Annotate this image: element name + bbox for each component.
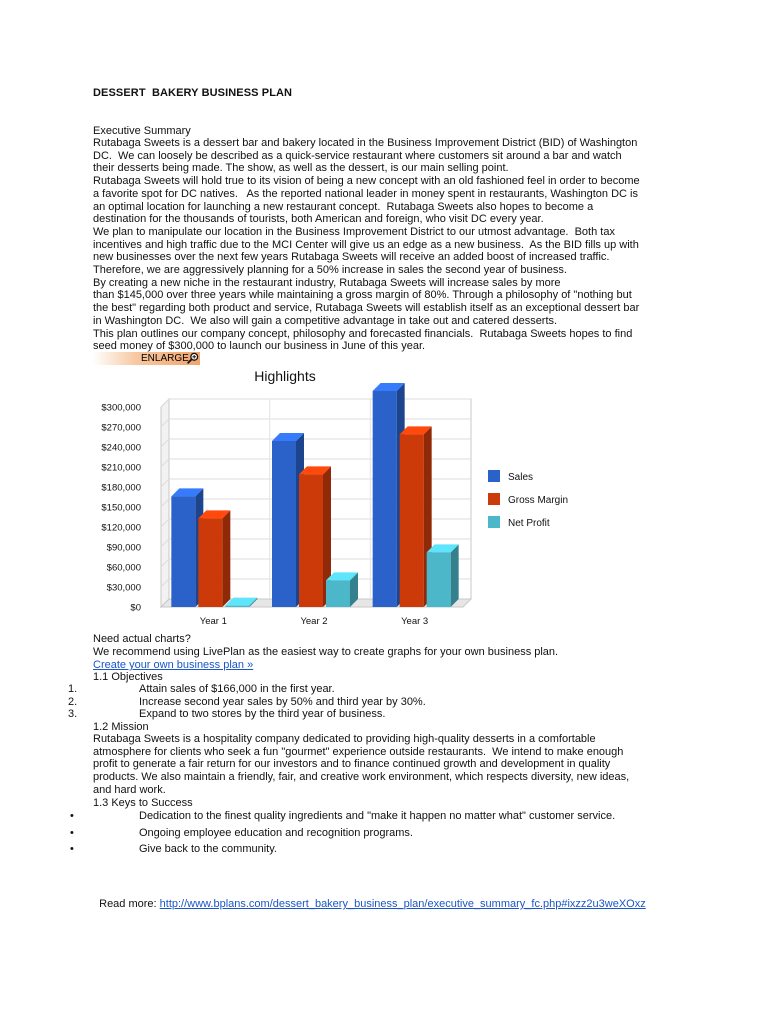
body-line: the best" regarding both product and service, Rutabaga Sweets will establish itself as an exceptional dessert bar	[93, 302, 640, 315]
liveplan-recommendation: We recommend using LivePlan as the easiest way to create graphs for your own business plan.	[93, 646, 559, 658]
read-more-label: Read more:	[99, 898, 160, 910]
x-tick-label: Year 3	[401, 616, 429, 627]
bar-front	[171, 496, 195, 607]
y-tick-label: $240,000	[101, 442, 141, 454]
bar-front	[373, 391, 397, 607]
list-item-text: Expand to two stores by the third year of business.	[139, 708, 386, 721]
body-line: This plan outlines our company concept, philosophy and forecasted financials. Rutabaga Sweets hopes to find	[93, 327, 633, 340]
keys-to-success-heading: 1.3 Keys to Success	[93, 797, 193, 809]
bar-net-profit-year-3	[427, 544, 459, 607]
y-tick-label: $180,000	[101, 482, 141, 494]
list-item-text: Increase second year sales by 50% and third year by 30%.	[139, 695, 426, 708]
document-title: DESSERT BAKERY BUSINESS PLAN	[93, 87, 293, 99]
x-axis-labels	[200, 616, 428, 627]
y-tick-label: $300,000	[101, 402, 141, 414]
bar-front	[326, 580, 350, 607]
bar-front	[427, 552, 451, 607]
enlarge-label: ENLARGE	[141, 353, 189, 364]
legend-label: Sales	[508, 472, 534, 483]
body-line: seed money of $300,000 to launch our business in June of this year.	[93, 340, 426, 353]
y-tick-label: $0	[130, 602, 141, 614]
x-tick-label: Year 1	[199, 616, 227, 627]
body-line: products. We also maintain a friendly, fair, and creative work environment, which respects diversity, new ideas,	[93, 771, 630, 784]
body-line: We plan to manipulate our location in the Business Improvement District to our utmost advantage. Both tax	[93, 225, 615, 238]
executive-summary-heading: Executive Summary	[93, 125, 191, 137]
objectives-list	[0, 683, 768, 721]
list-item-text: Attain sales of $166,000 in the first year.	[139, 683, 335, 695]
chart-title: Highlights	[254, 368, 316, 384]
list-marker: 3.	[68, 708, 78, 721]
key-item	[0, 827, 768, 844]
body-line: Therefore, we are aggressively planning for a 50% increase in sales the second year of business.	[93, 264, 567, 277]
objective-item	[0, 696, 768, 709]
objective-item	[0, 683, 768, 696]
body-line: an optimal location for launching a new restaurant concept. Rutabaga Sweets also hopes to become a	[93, 200, 594, 213]
body-line: atmosphere for clients who seek a fun "gourmet" experience outside restaurants. We intend to make enough	[93, 745, 624, 758]
list-marker: •	[70, 826, 74, 839]
bar-side	[222, 510, 230, 607]
body-line: and hard work.	[93, 783, 166, 796]
y-tick-label: $210,000	[101, 462, 141, 474]
y-tick-label: $270,000	[101, 422, 141, 434]
body-line: profit to generate a fair return for our investors and to finance continued growth and development in quality	[93, 758, 611, 771]
chart-legend	[488, 470, 568, 529]
objectives-heading: 1.1 Objectives	[93, 671, 163, 683]
key-item	[0, 843, 768, 860]
legend-label: Gross Margin	[508, 495, 569, 506]
bar-side	[451, 544, 459, 607]
y-tick-label: $90,000	[106, 542, 141, 554]
body-line: their desserts being made. The show, as well as the dessert, is our main selling point.	[93, 162, 509, 175]
body-line: Rutabaga Sweets is a hospitality company dedicated to providing high-quality desserts in a comfortable	[93, 733, 596, 745]
need-charts-question: Need actual charts?	[93, 633, 191, 645]
body-line: than $145,000 over three years while maintaining a gross margin of 80%. Through a philosophy of "nothing but	[93, 289, 632, 302]
list-marker: •	[70, 843, 74, 855]
mission-heading: 1.2 Mission	[93, 721, 149, 733]
create-business-plan-link[interactable]: Create your own business plan »	[93, 659, 254, 671]
list-item-text: Ongoing employee education and recognition programs.	[139, 826, 413, 839]
body-line: in Washington DC. We also will gain a competitive advantage in take out and catered desserts.	[93, 314, 558, 327]
bar-front	[272, 441, 296, 607]
y-tick-label: $120,000	[101, 522, 141, 534]
legend-label: Net Profit	[508, 518, 550, 529]
body-line: new businesses over the next few years Rutabaga Sweets will receive an added boost of increased traffic.	[93, 251, 610, 264]
highlights-chart	[91, 365, 591, 635]
mission-body	[93, 733, 629, 797]
keys-list	[0, 810, 768, 860]
list-marker: 2.	[68, 695, 78, 708]
bar-front	[400, 434, 424, 607]
body-line: Rutabaga Sweets will hold true to its vision of being a new concept with an old fashioned feel in order to become	[93, 175, 640, 188]
body-line: DC. We can loosely be described as a quick-service restaurant where customers sit around a bar and watch	[93, 149, 622, 162]
magnifier-plus-icon	[187, 352, 199, 364]
list-marker: 1.	[68, 683, 78, 695]
y-tick-label: $150,000	[101, 502, 141, 514]
read-more-link[interactable]: http://www.bplans.com/dessert_bakery_business_plan/executive_summary_fc.php#ixzz2u3weXOxz	[159, 898, 646, 910]
executive-summary-body	[93, 137, 640, 353]
enlarge-button[interactable]	[93, 352, 200, 365]
bar-front	[225, 606, 249, 607]
read-more	[93, 885, 646, 911]
bar-front	[299, 474, 323, 607]
key-item	[0, 810, 768, 827]
body-line: Rutabaga Sweets is a dessert bar and bakery located in the Business Improvement District (BID) of Washington	[93, 137, 638, 149]
legend-swatch	[488, 493, 500, 505]
body-line: a favorite spot for DC natives. As the reported national leader in money spent in restaurants, Washington DC is	[93, 187, 638, 200]
bar-front	[198, 518, 222, 607]
y-axis-ticks	[101, 403, 141, 614]
list-item-text: Give back to the community.	[139, 843, 277, 855]
body-line: incentives and high traffic due to the MCI Center will give us an edge as a new business. As the BID fills up with	[93, 238, 639, 251]
list-item-text: Dedication to the finest quality ingredients and "make it happen no matter what" customer service.	[139, 810, 616, 822]
legend-swatch	[488, 470, 500, 482]
y-tick-label: $60,000	[106, 562, 141, 574]
x-tick-label: Year 2	[300, 616, 328, 627]
body-line: destination for the thousands of tourists, both American and foreign, who visit DC every year.	[93, 213, 544, 226]
list-marker: •	[70, 810, 74, 822]
bar-net-profit-year-2	[326, 572, 358, 607]
bar-gross-margin-year-1	[198, 510, 230, 607]
body-line: By creating a new niche in the restaurant industry, Rutabaga Sweets will increase sales by more	[93, 276, 561, 289]
objective-item	[0, 708, 768, 721]
legend-swatch	[488, 516, 500, 528]
y-tick-label: $30,000	[106, 582, 141, 594]
